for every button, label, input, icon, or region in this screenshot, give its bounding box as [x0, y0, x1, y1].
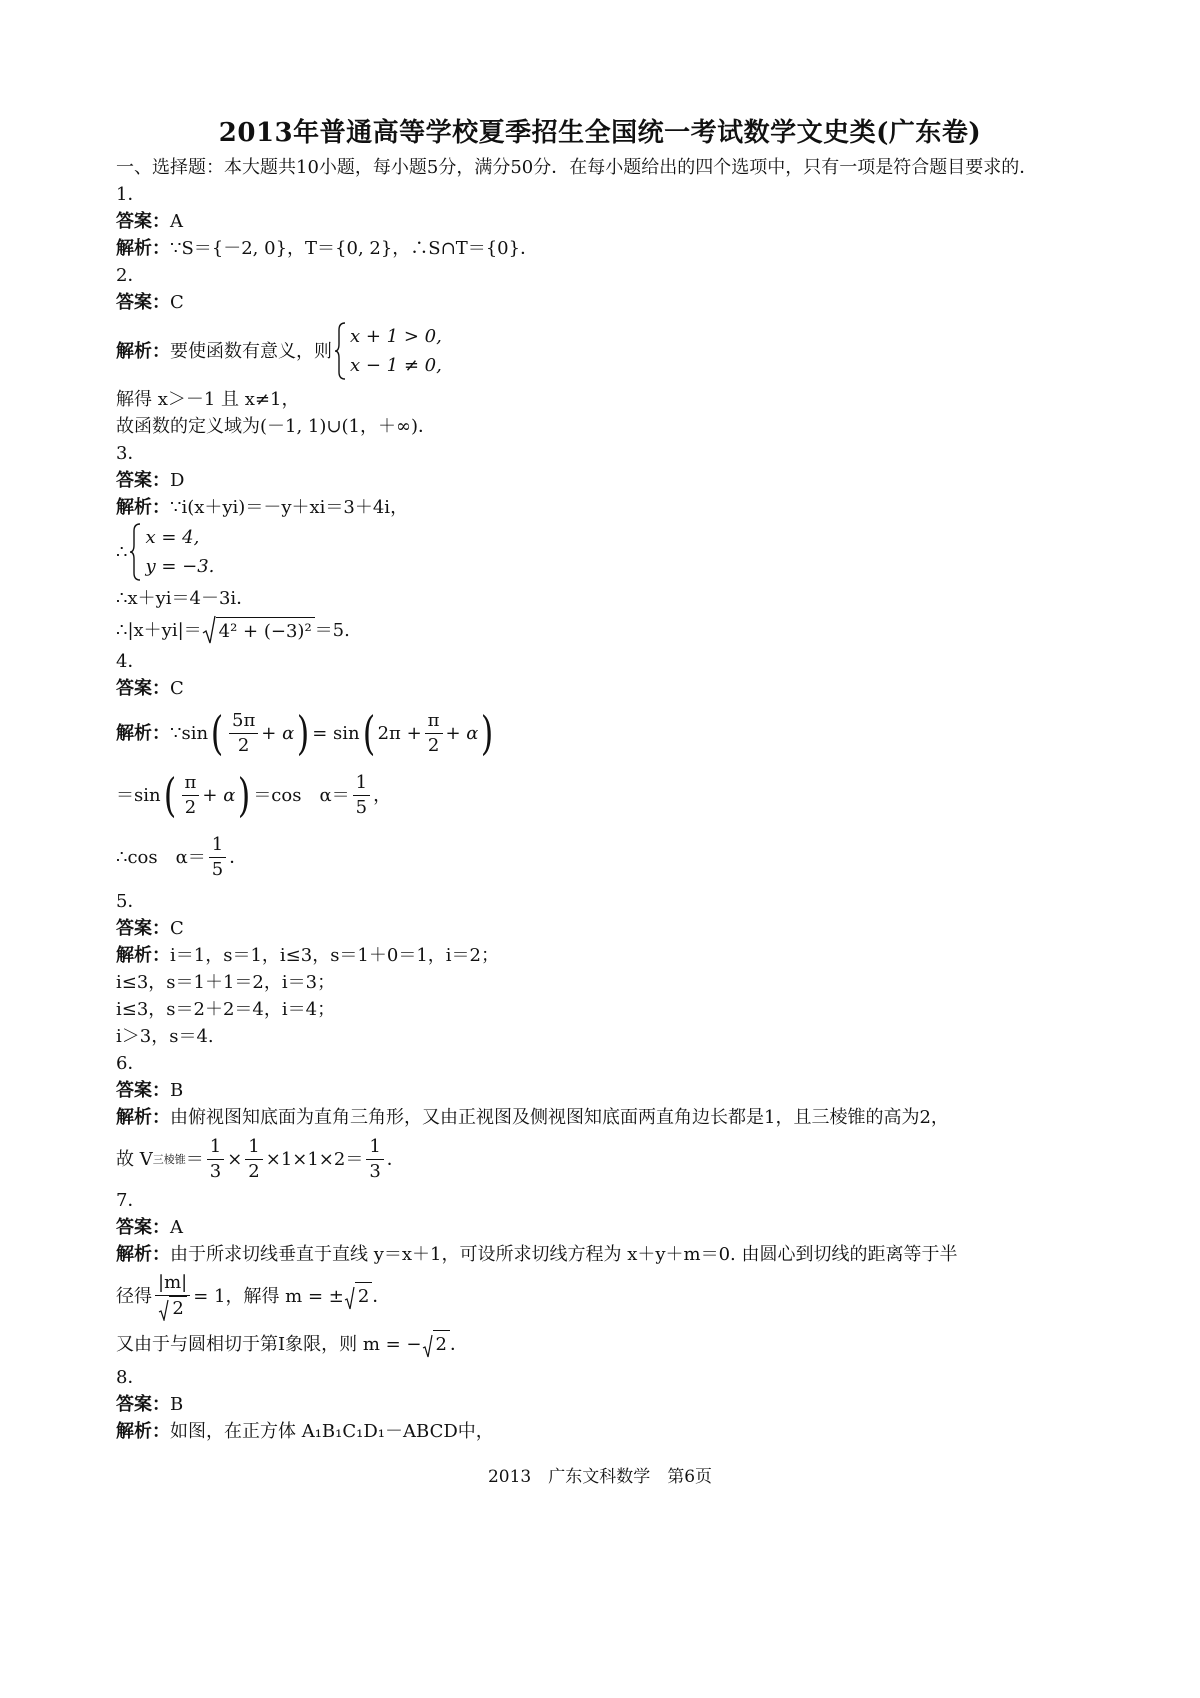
sqrt-expression [202, 615, 315, 645]
q7-analysis-text: 由于所求切线垂直于直线 y＝x＋1，可设所求切线方程为 x＋y＋m＝0. 由圆心到切线的距离等于半 [170, 1244, 958, 1265]
q8-analysis-text: 如图，在正方体 A₁B₁C₁D₁－ABCD中， [170, 1421, 494, 1442]
fraction [353, 771, 370, 820]
q5-step1: i＝1，s＝1，i≤3，s＝1＋0＝1，i＝2； [170, 945, 499, 966]
q4-answer [116, 675, 1096, 702]
q5-step3: i≤3，s＝2＋2＝4，i＝4； [116, 999, 336, 1020]
radical-sign-icon [202, 615, 216, 645]
fraction-denominator: 2 [184, 796, 197, 818]
page-footer: 2013 广东文科数学 第6页 [487, 1467, 713, 1487]
left-paren: ( [210, 706, 224, 760]
q4-period: ． [229, 846, 248, 868]
q3-system-row [116, 523, 1096, 581]
sqrt-expression [344, 1282, 372, 1310]
fraction-denominator: 2 [169, 1296, 186, 1321]
q3-modulus-result: ＝5. [314, 619, 350, 641]
q1-number: 1． [116, 184, 146, 205]
analysis-label: 解析： [116, 238, 170, 259]
q4-cos-equals: ＝cos α＝ [253, 784, 350, 806]
fraction-numerator: 1 [209, 833, 226, 858]
q6-times: × [227, 1148, 243, 1170]
sqrt-expression [155, 1296, 189, 1321]
fraction-denominator: 5 [355, 796, 368, 818]
q7-distance-mid: = 1，解得 m = ± [193, 1285, 344, 1307]
answer-label: 答案： [116, 211, 170, 232]
answer-label: 答案： [116, 1217, 170, 1238]
q7-analysis [116, 1241, 1096, 1268]
fraction [155, 1271, 190, 1321]
q3-analysis-text: ∵i(x＋yi)＝－y＋xi＝3＋4i， [170, 497, 409, 518]
analysis-label: 解析： [116, 340, 170, 362]
q4-sin-lhs: ∵sin [170, 722, 209, 744]
q3-system-eq2: y = −3. [145, 556, 215, 577]
left-brace-icon [129, 523, 141, 581]
fraction-numerator: 1 [353, 771, 370, 796]
q4-two-pi: 2π + [377, 722, 422, 744]
q4-equals-sin: = sin [312, 722, 360, 744]
q8-number: 8． [116, 1367, 146, 1388]
fraction [207, 1135, 224, 1184]
q6-analysis-text: 由俯视图知底面为直角三角形，又由正视图及侧视图知底面两直角边长都是1，且三棱锥的高为2， [170, 1107, 949, 1128]
answer-label: 答案： [116, 918, 170, 939]
fraction-numerator: 1 [207, 1135, 224, 1160]
q1-analysis [116, 235, 1096, 262]
q6-answer [116, 1077, 1096, 1104]
q3-system-eq1: x = 4, [145, 527, 200, 548]
fraction [245, 1135, 262, 1184]
q6-volume-subscript: 三棱锥 [152, 1152, 186, 1166]
left-brace-icon [334, 322, 346, 380]
q2-answer-value: C [170, 292, 184, 313]
q6-analysis [116, 1104, 1096, 1131]
radical-sign-icon [158, 1299, 169, 1321]
q3-modulus-pre: ∴|x＋yi|＝ [116, 619, 202, 641]
q3-complex-line: ∴x＋yi＝4－3i． [116, 588, 255, 609]
analysis-label: 解析： [116, 1107, 170, 1128]
q5-analysis [116, 942, 1096, 969]
q2-system [334, 322, 442, 380]
right-paren: ) [296, 706, 310, 760]
q5-step2: i≤3，s＝1＋1＝2，i＝3； [116, 972, 336, 993]
q4-analysis-line2 [116, 764, 1096, 826]
q3-number: 3． [116, 443, 146, 464]
q4-plus-alpha: + α [202, 784, 236, 806]
answer-label: 答案： [116, 1080, 170, 1101]
q7-answer-value: A [170, 1217, 183, 1238]
analysis-label: 解析： [116, 945, 170, 966]
q7-quadrant-pre: 又由于与圆相切于第Ⅰ象限，则 m = − [116, 1333, 422, 1355]
fraction-numerator: 1 [366, 1135, 383, 1160]
answer-label: 答案： [116, 1394, 170, 1415]
q3-answer [116, 467, 1096, 494]
fraction [209, 833, 226, 882]
q2-answer [116, 289, 1096, 316]
q2-system-eq2: x − 1 ≠ 0, [350, 355, 442, 376]
q5-answer [116, 915, 1096, 942]
answer-label: 答案： [116, 678, 170, 699]
answer-label: 答案： [116, 470, 170, 491]
q7-period: ． [449, 1333, 468, 1355]
q7-radicand: 2 [433, 1330, 450, 1358]
q7-distance-pre: 径得 [116, 1285, 152, 1307]
document-body [116, 154, 1096, 1445]
q3-radicand: 4² + (−3)² [216, 617, 315, 645]
fraction-numerator: π [425, 709, 443, 734]
q7-radicand: 2 [355, 1282, 372, 1310]
q8-answer-value: B [170, 1394, 184, 1415]
q4-analysis-line1 [116, 702, 1096, 764]
radical-sign-icon [422, 1334, 433, 1358]
q7-distance-line [116, 1268, 1096, 1324]
q2-system-eq1: x + 1 > 0, [350, 326, 442, 347]
fraction-numerator: 1 [245, 1135, 262, 1160]
fraction-numerator: |m| [155, 1271, 190, 1296]
fraction [182, 771, 200, 820]
q3-analysis [116, 494, 1096, 521]
q5-step4: i＞3，s＝4. [116, 1026, 214, 1047]
q7-answer [116, 1214, 1096, 1241]
fraction-denominator: 2 [237, 734, 250, 756]
q6-volume-pre: 故 V [116, 1148, 153, 1170]
sqrt-expression [422, 1330, 450, 1358]
analysis-label: 解析： [116, 1421, 170, 1442]
q6-volume-line [116, 1131, 1096, 1187]
therefore-symbol: ∴ [116, 541, 128, 563]
answer-label: 答案： [116, 292, 170, 313]
left-paren: ( [163, 768, 176, 822]
q5-answer-value: C [170, 918, 184, 939]
fraction-denominator: 2 [248, 1160, 260, 1182]
analysis-label: 解析： [116, 1244, 170, 1265]
q6-period: ． [386, 1148, 405, 1170]
q4-plus-alpha: + α [261, 722, 295, 744]
analysis-label: 解析： [116, 722, 170, 744]
fraction-denominator: 3 [369, 1160, 381, 1182]
q2-analysis [116, 322, 1096, 380]
analysis-label: 解析： [116, 497, 170, 518]
fraction-numerator: 5π [229, 709, 258, 734]
q2-analysis-text: 要使函数有意义，则 [170, 340, 332, 362]
fraction-denominator: 2 [427, 734, 440, 756]
q1-analysis-text: ∵S＝{－2, 0}，T＝{0, 2}，∴S∩T＝{0}． [170, 238, 539, 259]
radical-sign-icon [344, 1286, 355, 1310]
right-paren: ) [238, 768, 251, 822]
q7-number: 7． [116, 1190, 146, 1211]
q4-comma: ， [373, 784, 392, 806]
q3-answer-value: D [170, 470, 185, 491]
q2-solution-line: 解得 x＞－1 且 x≠1， [116, 389, 300, 410]
q8-analysis [116, 1418, 1096, 1445]
q1-answer-value: A [170, 211, 183, 232]
q6-number: 6． [116, 1053, 146, 1074]
q4-analysis-line3 [116, 826, 1096, 888]
fraction-numerator: π [182, 771, 200, 796]
page-title: 2013年普通高等学校夏季招生全国统一考试数学文史类(广东卷) [218, 118, 982, 148]
left-paren: ( [362, 706, 375, 760]
q7-period: ． [372, 1285, 391, 1307]
q6-product: ×1×1×2＝ [265, 1148, 364, 1170]
q8-answer [116, 1391, 1096, 1418]
fraction [366, 1135, 383, 1184]
q3-modulus-line [116, 612, 1096, 648]
fraction-denominator: 5 [211, 858, 224, 880]
q7-quadrant-line [116, 1324, 1096, 1364]
q4-therefore-cos: ∴cos α＝ [116, 846, 206, 868]
q4-answer-value: C [170, 678, 184, 699]
q4-equals-sin: ＝sin [116, 784, 161, 806]
fraction [229, 709, 258, 758]
q1-answer [116, 208, 1096, 235]
q5-number: 5． [116, 891, 146, 912]
q6-equals: ＝ [185, 1148, 204, 1170]
q4-plus-alpha: + α [445, 722, 479, 744]
q2-domain-line: 故函数的定义域为(－1, 1)∪(1，＋∞)． [116, 416, 436, 437]
q2-number: 2． [116, 265, 146, 286]
q6-answer-value: B [170, 1080, 184, 1101]
fraction-denominator: 3 [209, 1160, 222, 1182]
right-paren: ) [481, 706, 494, 760]
fraction [425, 709, 443, 758]
q3-system [129, 523, 214, 581]
section-intro: 一、选择题：本大题共10小题，每小题5分，满分50分．在每小题给出的四个选项中，只有一项是符合题目要求的． [116, 157, 1038, 178]
q4-number: 4． [116, 651, 146, 672]
